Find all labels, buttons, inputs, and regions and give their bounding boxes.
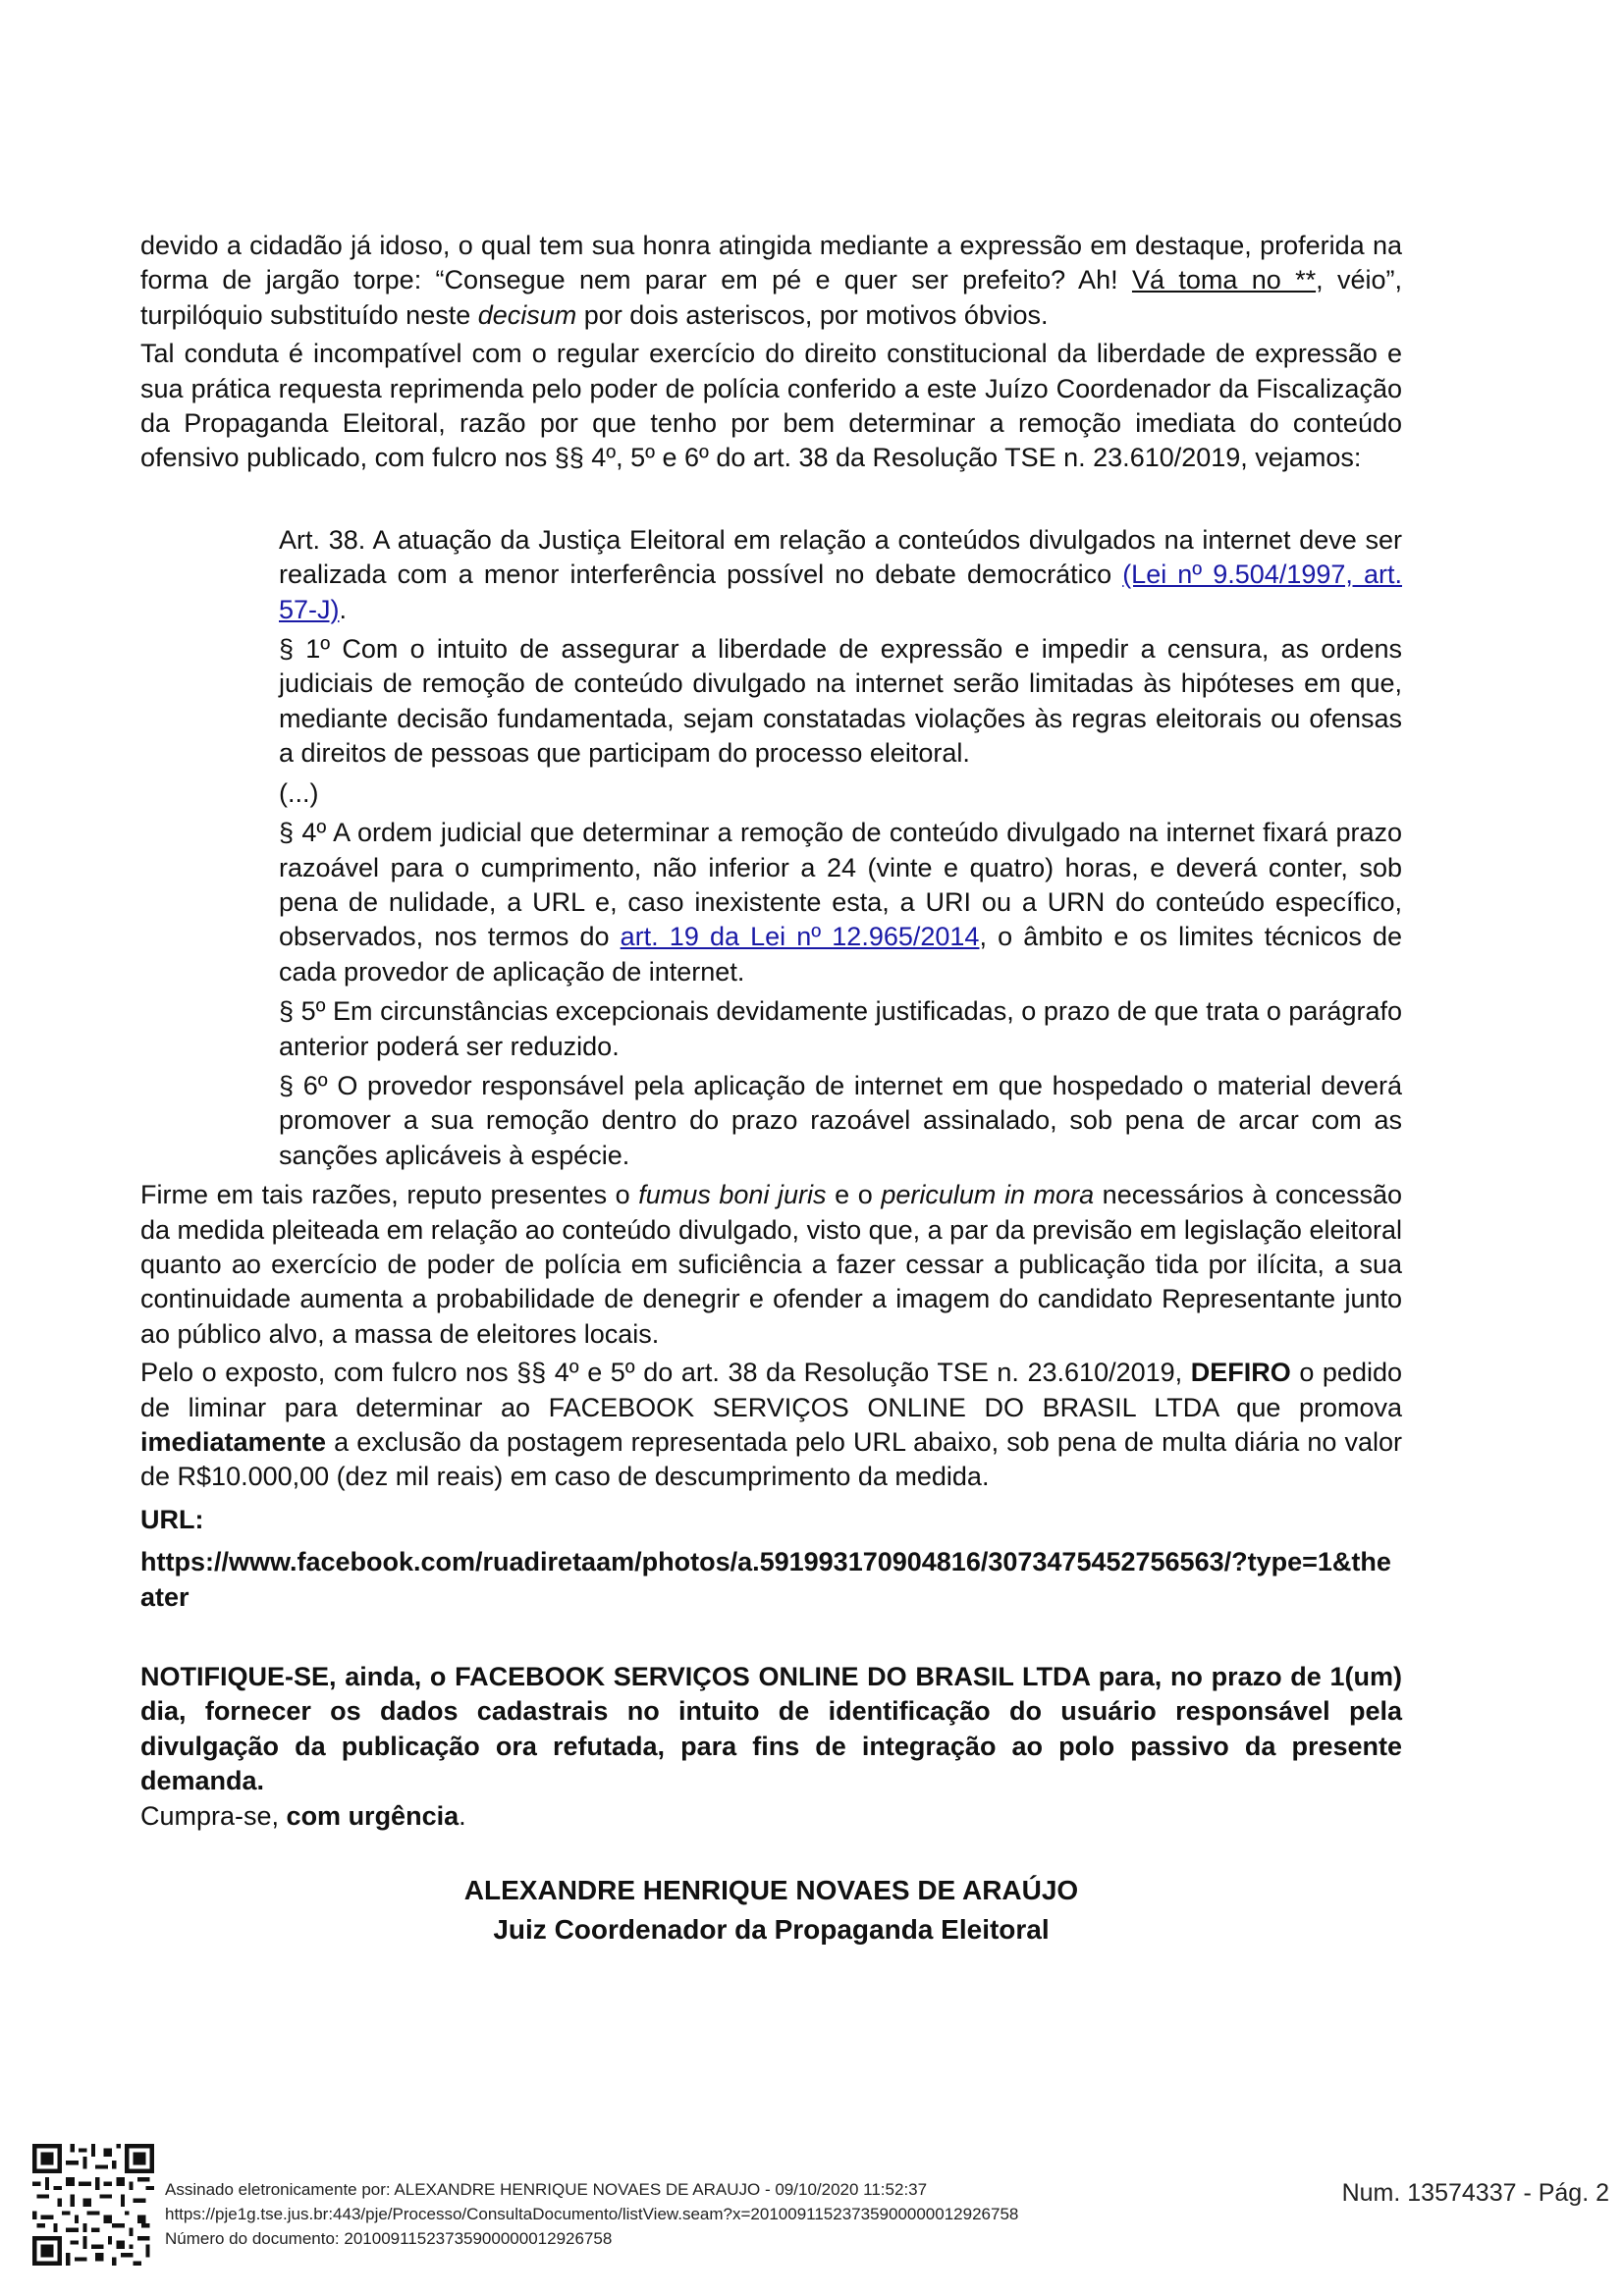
underlined-expression: Vá toma no ** — [1131, 265, 1317, 295]
page-number: Num. 13574337 - Pág. 2 — [1341, 2179, 1609, 2207]
footer-url[interactable]: https://pje1g.tse.jus.br:443/pje/Processo/ConsultaDocumento/listView.seam?x=20100911523735900000012926758 — [165, 2205, 1019, 2223]
text: necessários à concessão da medida pleiteada em relação ao conteúdo divulgado, visto que, a par da previsão em legislação eleitoral quanto ao exercício de poder de polícia em suficiência a fazer cessar a publicação tida por ilícita, a sua continuidade aumenta a probabilidade de denegrir e ofender a imagem do candidato Representante junto ao público alvo, a massa de eleitores locais. — [140, 1180, 1403, 1349]
notify-paragraph: NOTIFIQUE-SE, ainda, o FACEBOOK SERVIÇOS ONLINE DO BRASIL LTDA para, no prazo de 1(um) dia, fornecer os dados cadastrais no intuito de identificação do usuário responsável pela divulgação da publicação ora refutada, para fins de integração ao polo passivo da presente demanda. — [140, 1662, 1402, 1796]
paragraph-2: Tal conduta é incompatível com o regular exercício do direito constitucional da liberdade de expressão e sua prática requesta reprimenda pelo poder de polícia conferido a este Juízo Coordenador da Fiscalização da Propaganda Eleitoral, razão por que tenho por bem determinar a remoção imediata do conteúdo ofensivo publicado, com fulcro nos §§ 4º, 5º e 6º do art. 38 da Resolução TSE n. 23.610/2019, vejamos: — [140, 339, 1402, 473]
text: Pelo o exposto, com fulcro nos §§ 4º e 5º do art. 38 da Resolução TSE n. 23.610/2019, — [140, 1358, 1191, 1388]
italic-term: decisum — [477, 299, 577, 330]
law-link-9504[interactable]: (Lei nº 9.504/1997, art. 57-J) — [279, 560, 1402, 624]
text: Cumpra-se, — [140, 1800, 287, 1831]
quote-art-38 — [279, 523, 1402, 627]
law-link-12965[interactable]: art. 19 da Lei nº 12.965/2014 — [620, 922, 980, 952]
text: e o — [826, 1180, 882, 1210]
page-footer — [0, 2140, 1623, 2296]
qr-code-icon — [32, 2144, 154, 2266]
paragraph-3 — [140, 1178, 1402, 1352]
url-label: URL: — [140, 1504, 204, 1534]
quote-par-1: § 1º Com o intuito de assegurar a liberdade de expressão e impedir a censura, as ordens judiciais de remoção de conteúdo divulgado na internet serão limitadas às hipóteses em que, mediante decisão fundamentada, sejam constatadas violações às regras eleitorais ou ofensas a direitos de pessoas que participam do processo eleitoral. — [279, 634, 1402, 769]
text: devido a cidadão já idoso, o qual tem sua honra atingida mediante a expressão em destaque, proferida na forma de jargão torpe: “Consegue nem parar em pé e quer ser prefeito? Ah! — [140, 231, 1402, 295]
legal-quote — [279, 523, 1402, 1173]
text: , o âmbito e os limites técnicos de cada provedor de aplicação de internet. — [279, 922, 1402, 987]
bold-term: com urgência — [286, 1800, 460, 1831]
signature-block — [140, 1873, 1402, 1948]
document-body — [140, 229, 1402, 1951]
signer-role: Juiz Coordenador da Propaganda Eleitoral — [493, 1914, 1050, 1946]
url-value: https://www.facebook.com/ruadiretaam/photos/a.591993170904816/3073475452756563/?type=1&theater — [140, 1547, 1391, 1612]
footer-signed-by: Assinado eletronicamente por: ALEXANDRE HENRIQUE NOVAES DE ARAUJO - 09/10/2020 11:52:37 — [165, 2180, 928, 2199]
text: por dois asteriscos, por motivos óbvios. — [576, 299, 1049, 330]
italic-term: fumus boni juris — [638, 1180, 827, 1210]
cumpra-paragraph — [140, 1799, 1402, 1834]
quote-par-6: § 6º O provedor responsável pela aplicação de internet em que hospedado o material deverá promover a sua remoção dentro do prazo razoável assinalado, sob pena de arcar com as sanções aplicáveis à espécie. — [279, 1070, 1402, 1170]
quote-par-5: § 5º Em circunstâncias excepcionais devidamente justificadas, o prazo de que trata o parágrafo anterior poderá ser reduzido. — [279, 996, 1402, 1061]
italic-term: periculum in mora — [881, 1180, 1095, 1210]
quote-par-4 — [279, 816, 1402, 989]
signer-name: ALEXANDRE HENRIQUE NOVAES DE ARAÚJO — [463, 1875, 1079, 1906]
text: . — [459, 1800, 466, 1831]
text: Art. 38. A atuação da Justiça Eleitoral em relação a conteúdos divulgados na internet deve ser realizada com a menor interferência possível no debate democrático — [279, 524, 1402, 590]
text: . — [339, 594, 348, 624]
text: Firme em tais razões, reputo presentes o — [140, 1180, 639, 1210]
quote-ellipsis: (...) — [279, 777, 319, 808]
bold-term: DEFIRO — [1190, 1358, 1291, 1388]
footer-doc-number: Número do documento: 20100911523735900000012926758 — [165, 2229, 613, 2248]
text: a exclusão da postagem representada pelo URL abaixo, sob pena de multa diária no valor de R$10.000,00 (dez mil reais) em caso de descumprimento da medida. — [140, 1427, 1402, 1492]
paragraph-4 — [140, 1356, 1402, 1495]
text: § 4º A ordem judicial que determinar a remoção de conteúdo divulgado na internet fixará prazo razoável para o cumprimento, não inferior a 24 (vinte e quatro) horas, e deverá conter, sob pena de nulidade, a URL e, caso inexistente esta, a URI ou a URN do conteúdo específico, observados, nos termos do — [279, 818, 1402, 952]
footer-signature-info — [165, 2177, 1018, 2251]
paragraph-1 — [140, 229, 1402, 333]
bold-term: imediatamente — [140, 1427, 327, 1457]
text: , véio”, turpilóquio substituído neste — [140, 265, 1402, 330]
text: o pedido de liminar para determinar ao FACEBOOK SERVIÇOS ONLINE DO BRASIL LTDA que promova — [140, 1358, 1402, 1422]
